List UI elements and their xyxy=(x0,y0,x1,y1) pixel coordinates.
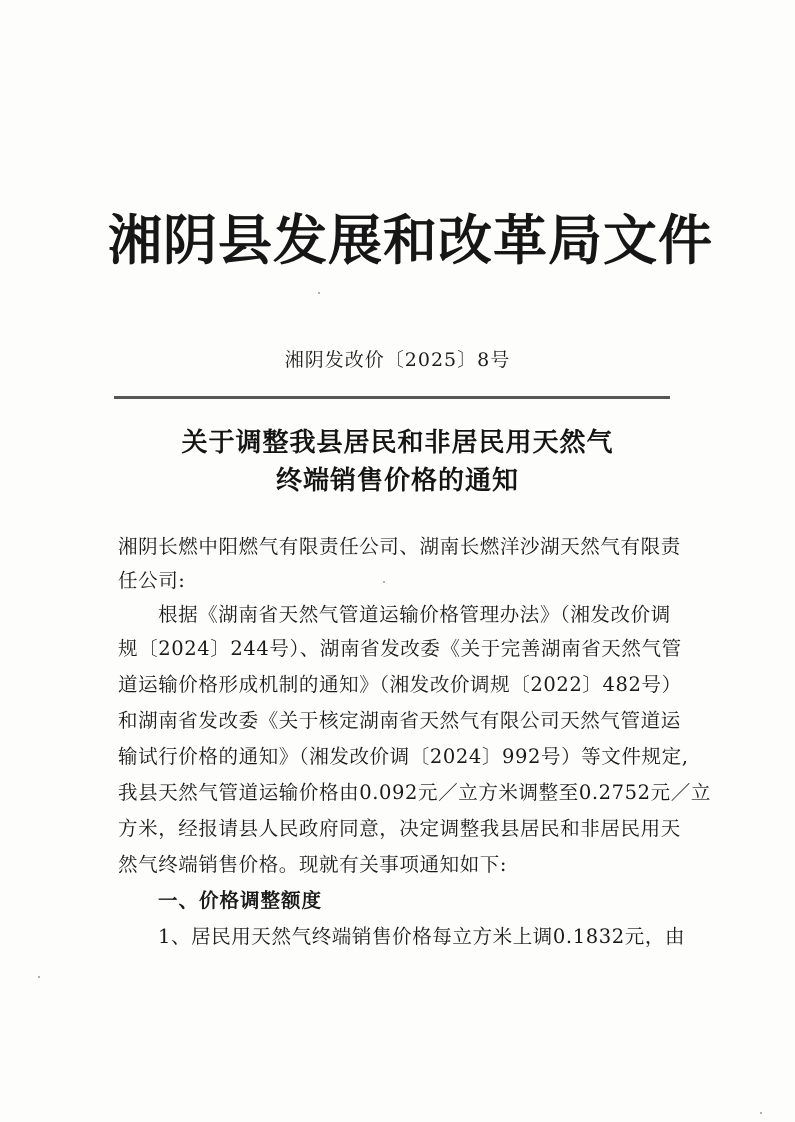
notice-title-line-2: 终端销售价格的通知 xyxy=(275,466,519,496)
body-line: 方米，经报请县人民政府同意，决定调整我县居民和非居民用天 xyxy=(118,817,681,840)
body-line: 我县天然气管道运输价格由0.092元／立方米调整至0.2752元／立 xyxy=(118,781,711,804)
body-line: 和湖南省发改委《关于核定湖南省天然气有限公司天然气管道运 xyxy=(118,709,681,732)
addressee-line-1: 湘阴长燃中阳燃气有限责任公司、湖南长燃洋沙湖天然气有限责 xyxy=(118,535,681,558)
section-heading: 一、价格调整额度 xyxy=(158,889,323,912)
body-line: 输试行价格的通知》（湘发改价调〔2024〕992号）等文件规定, xyxy=(118,745,689,768)
section-item: 1、居民用天然气终端销售价格每立方米上调0.1832元，由 xyxy=(158,925,686,948)
scan-speck xyxy=(38,976,40,978)
body-line: 根据《湖南省天然气管道运输价格管理办法》（湘发改价调 xyxy=(158,603,671,626)
header-divider xyxy=(114,396,670,399)
document-number: 湘阴发改价〔2025〕8号 xyxy=(284,349,511,371)
notice-title-line-1: 关于调整我县居民和非居民用天然气 xyxy=(181,428,614,458)
masthead-title: 湘阴县发展和改革局文件 xyxy=(108,208,713,272)
body-line: 道运输价格形成机制的通知》（湘发改价调规〔2022〕482号） xyxy=(118,673,682,696)
addressee-line-2: 任公司: xyxy=(118,569,186,592)
scan-speck xyxy=(760,1112,762,1114)
scan-speck xyxy=(318,292,320,294)
scan-speck xyxy=(383,581,385,583)
body-line: 然气终端销售价格。现就有关事项通知如下: xyxy=(118,853,508,876)
body-line: 规〔2024〕244号）、湖南省发改委《关于完善湖南省天然气管 xyxy=(118,637,682,660)
